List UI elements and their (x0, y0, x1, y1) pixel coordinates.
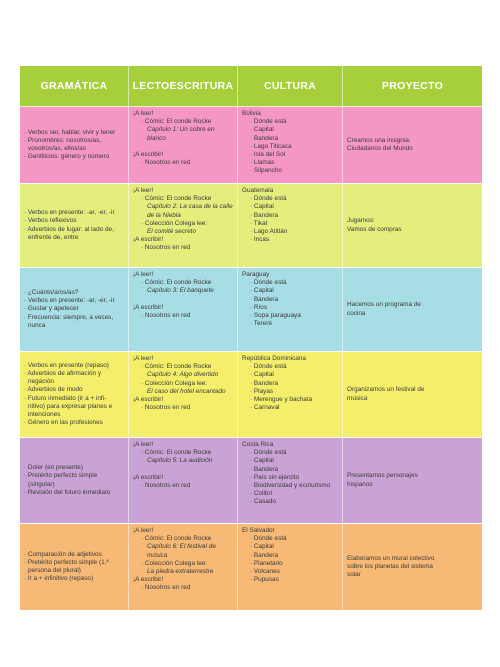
cell-line: Bolivia (242, 110, 261, 117)
cell-line: · Biodiversidad y ecoturismo (250, 482, 331, 490)
cell-line: ¡A leer! (133, 187, 154, 194)
header-cultura: CULTURA (238, 66, 343, 106)
table-row (20, 524, 482, 611)
cell-line: ¡A escribir! (133, 396, 164, 404)
cell-line: · Capital (250, 371, 274, 379)
cell-gramatica (20, 184, 129, 267)
cell-line: Jugamos: (347, 217, 375, 225)
table-row (20, 268, 482, 352)
cell-line: ¡A leer! (133, 355, 154, 362)
cell-line: · Playas (250, 387, 274, 395)
cell-line: · Doler (en presente) (24, 464, 83, 472)
cell-cultura (238, 524, 343, 610)
cell-line: · Nosotros en red (141, 311, 191, 319)
table-row (20, 352, 482, 438)
cell-line: · Capital (250, 287, 274, 295)
cell-line: · Bandera (250, 551, 279, 559)
cell-lectoescritura (129, 352, 238, 437)
cell-line: · Pronombres: nosotros/as, (24, 136, 102, 144)
cell-line: · Comparación de adjetivos (24, 550, 102, 558)
cell-line: · Colección Colega lee: (141, 559, 208, 567)
cell-proyecto (343, 184, 482, 267)
cell-line: · Verbos reflexivos (24, 217, 77, 225)
cell-line: · Nosotros en red (141, 404, 191, 412)
cell-lectoescritura (129, 184, 238, 267)
cell-line: · Colección Colega lee: (141, 379, 208, 387)
cell-line: · Adverbios de lugar: al lado de, (24, 225, 114, 233)
cell-line (133, 466, 233, 474)
cell-line: · Llamas (250, 159, 275, 167)
cell-line: · Lago Titicaca (250, 142, 292, 150)
cell-line: · Cómic: El conde Rocke (141, 118, 212, 126)
cell-line: · Adverbios de afirmación y (24, 369, 102, 377)
cell-line: · Gentilicios: género y número (24, 153, 110, 161)
cell-line: · Sopa paraguaya (250, 312, 301, 320)
cell-line: · Volcanes (250, 568, 280, 576)
cell-line: · Lago Atitlán (250, 228, 288, 236)
header-proyecto: PROYECTO (343, 66, 482, 106)
cell-line: · Dónde está (250, 195, 287, 203)
cell-line: · Verbos en presente: -ar, -er, -ir (24, 297, 115, 305)
cell-line: · Bandera (250, 134, 279, 142)
cell-line: ¡A escribir! (133, 303, 164, 311)
cell-line: El comité secreto (147, 228, 197, 236)
cell-gramatica (20, 107, 129, 183)
cell-line: · Casado (250, 498, 276, 506)
cell-line: · Dónde está (250, 279, 287, 287)
cell-line: Capítulo 3: El banquete (147, 287, 214, 295)
cell-line: · Género en las profesiones (24, 419, 103, 427)
cell-line: blanco (147, 134, 166, 142)
table-row (20, 184, 482, 268)
cell-line: La piedra extraterrestre (147, 568, 214, 576)
cell-line: Capítulo 4: Algo divertido (147, 371, 219, 379)
cell-line: Hacemos un programa de (347, 301, 421, 309)
cell-line: · Gustar y apetecer (24, 305, 79, 313)
cell-line: música (147, 551, 168, 559)
cell-line: · Pupusas (250, 576, 279, 584)
cell-line: República Dominicana (242, 355, 306, 362)
cell-line: (singular) (28, 480, 55, 488)
cell-line: nitivo) para expresar planes e (28, 402, 113, 410)
syllabus-table (20, 66, 482, 611)
cell-line: · Ríos (250, 303, 268, 311)
table-header (20, 66, 482, 107)
cell-line: Organizamos un festival de (347, 386, 425, 394)
cell-line: Capítulo 2: La casa de la calle (147, 203, 233, 211)
cell-line: · Pretérito perfecto simple (24, 472, 98, 480)
cell-line: enfrente de, entre (28, 233, 79, 241)
cell-line: ¡A escribir! (133, 236, 164, 244)
cell-line (133, 296, 233, 304)
cell-lectoescritura (129, 268, 238, 351)
cell-line: persona del plural) (28, 567, 81, 574)
cell-line: · Cómic: El conde Rocke (141, 279, 212, 287)
cell-line: solar (347, 571, 361, 579)
cell-line: ¡A escribir! (133, 473, 164, 481)
cell-line: · Capital (250, 457, 274, 465)
cell-line: Capítulo 6: El festival de (147, 543, 216, 551)
table-row (20, 438, 482, 524)
cell-line: Elaboramos un mural colectivo (347, 554, 435, 562)
cell-line: · Tereré (250, 320, 272, 328)
cell-line: Capítulo 1: Un sobre en (147, 126, 215, 134)
cell-line: · Pretérito perfecto simple (1.ª (24, 558, 109, 566)
cell-line: ¡A leer! (133, 527, 154, 534)
cell-line: · Colección Colega lee: (141, 219, 208, 227)
cell-proyecto (343, 107, 482, 183)
cell-line: cocina (347, 309, 366, 317)
cell-line: · Adverbios de modo (24, 386, 83, 394)
cell-line: · Tikal (250, 219, 268, 227)
cell-gramatica (20, 438, 129, 523)
cell-line: · Verbos ser, hablar, vivir y tener (24, 128, 116, 136)
cell-line: · Planetario (250, 559, 283, 567)
cell-cultura (238, 438, 343, 523)
cell-line: Capítulo 5: La audición (147, 457, 213, 465)
table-row (20, 107, 482, 184)
cell-line: ¡A escribir! (133, 576, 164, 584)
cell-line: · ¿Cuánto/a/os/as? (24, 288, 79, 296)
cell-cultura (238, 107, 343, 183)
cell-line: · Cómic: El conde Rocke (141, 535, 212, 543)
cell-line: Paraguay (242, 271, 270, 278)
cell-line: · Nosotros en red (141, 584, 191, 592)
cell-line: · Cómic: El conde Rocke (141, 449, 212, 457)
cell-lectoescritura (129, 524, 238, 610)
cell-proyecto (343, 438, 482, 523)
cell-line: Costa Rica (242, 441, 274, 448)
cell-line: sobre los planetas del sistema (347, 562, 433, 570)
cell-line: Presentamos personajes (347, 472, 418, 480)
cell-line: Guatemala (242, 187, 274, 194)
cell-line: · Verbos en presente: -ar, -er, -ir (24, 209, 115, 217)
cell-line: · Frecuencia: siempre, a veces, (24, 313, 114, 321)
header-gramatica: GRAMÁTICA (20, 66, 129, 106)
cell-line: Ciudadanos del Mundo (347, 145, 413, 152)
cell-lectoescritura (129, 107, 238, 183)
cell-line: · Colibrí (250, 490, 273, 498)
cell-line: vosotros/as, ellos/as (28, 145, 86, 152)
cell-line: · Cómic: El conde Rocke (141, 363, 212, 371)
cell-line: · Bandera (250, 295, 279, 303)
cell-line: · Futuro inmediato (ir a + infi- (24, 394, 107, 402)
cell-line: · Dónde está (250, 535, 287, 543)
cell-line: El caso del hotel encantado (147, 387, 226, 395)
cell-gramatica (20, 352, 129, 437)
cell-line: negación (28, 378, 54, 386)
cell-line: ¡A escribir! (133, 150, 164, 158)
cell-line: Creamos una insignia: (347, 136, 411, 144)
cell-proyecto (343, 524, 482, 610)
cell-line: hispanos (347, 480, 373, 488)
cell-line: · Incas (250, 236, 270, 244)
cell-line: intenciones (28, 410, 61, 418)
cell-line: · Nosotros en red (141, 159, 191, 167)
cell-lectoescritura (129, 438, 238, 523)
cell-line: · Bandera (250, 465, 279, 473)
cell-line: El Salvador (242, 527, 275, 534)
cell-line: · Verbos en presente (repaso) (24, 361, 109, 369)
cell-line: · Merengue y bachata (250, 396, 313, 404)
cell-line (133, 143, 233, 151)
header-lectoescritura: LECTOESCRITURA (129, 66, 238, 106)
cell-gramatica (20, 268, 129, 351)
cell-line: · Isla del Sol (250, 151, 286, 159)
cell-line: · Bandera (250, 211, 279, 219)
cell-line: música (347, 394, 368, 402)
cell-line: · Bandera (250, 379, 279, 387)
cell-line: ¡A leer! (133, 110, 154, 117)
cell-line: ¡A leer! (133, 441, 154, 448)
cell-line: · Dónde está (250, 449, 287, 457)
cell-line: · Nosotros en red (141, 481, 191, 489)
cell-cultura (238, 352, 343, 437)
cell-line: · País sin ejército (250, 473, 300, 481)
cell-line: · Capital (250, 543, 274, 551)
cell-line: · Cómic: El conde Rocke (141, 195, 212, 203)
cell-proyecto (343, 352, 482, 437)
cell-line: · Silpancho (250, 167, 282, 175)
cell-line: · Capital (250, 126, 274, 134)
cell-line: Vamos de compras (347, 225, 402, 233)
cell-cultura (238, 184, 343, 267)
cell-line: nunca (28, 321, 46, 329)
cell-line: · Dónde está (250, 363, 287, 371)
cell-gramatica (20, 524, 129, 610)
cell-proyecto (343, 268, 482, 351)
cell-line: · Capital (250, 203, 274, 211)
cell-line: · Carnaval (250, 404, 280, 412)
cell-cultura (238, 268, 343, 351)
cell-line: ¡A leer! (133, 271, 154, 278)
cell-line: · Revisión del futuro inmediato (24, 488, 111, 496)
cell-line: de la Niebla (147, 211, 181, 219)
cell-line: · Nosotros en red (141, 244, 191, 252)
cell-line: · Ir a + infinitivo (repaso) (24, 575, 94, 583)
cell-line: · Dónde está (250, 118, 287, 126)
